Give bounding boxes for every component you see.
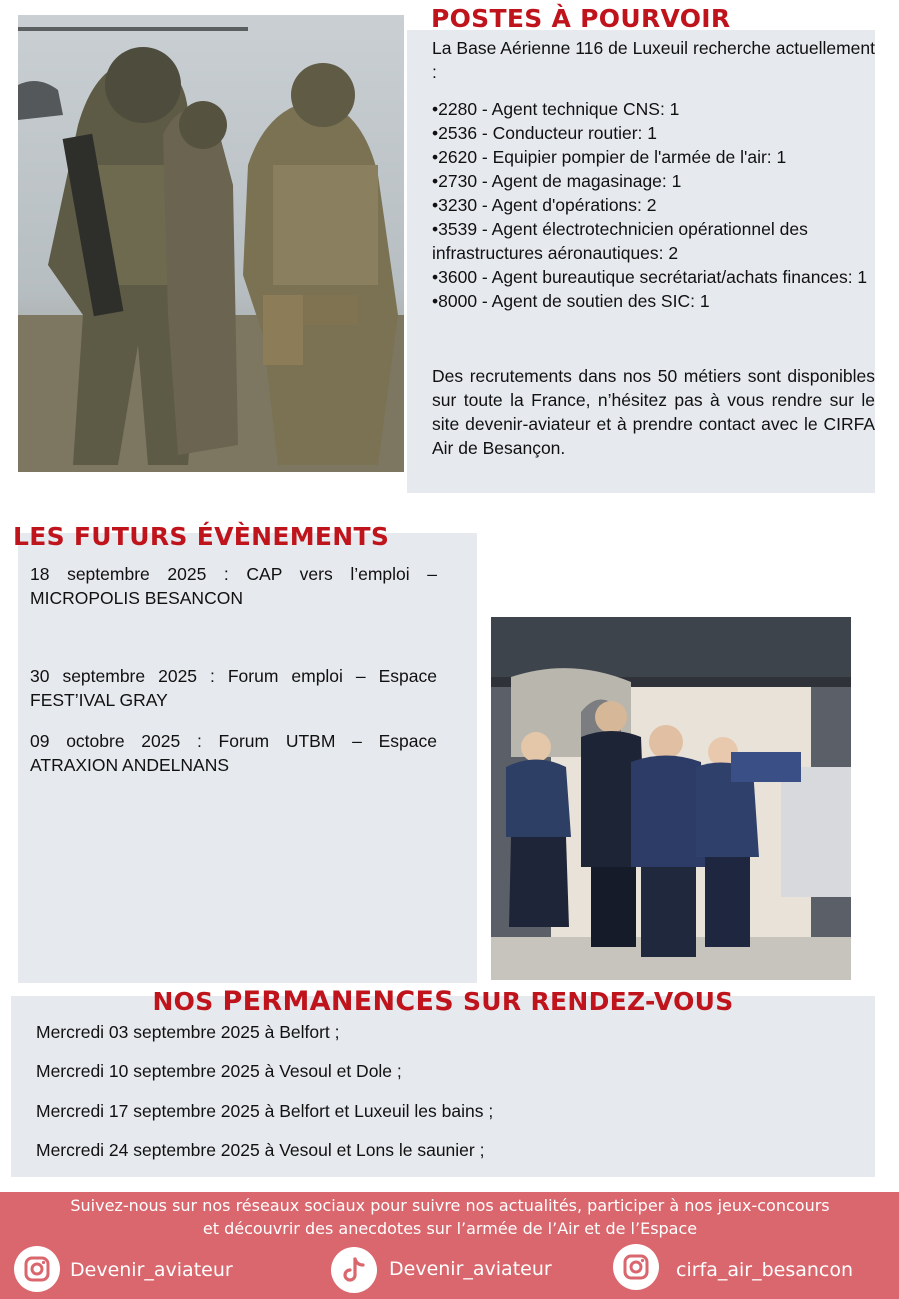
heading-part: SUR RENDEZ-VOUS [453, 987, 734, 1016]
social-handle[interactable]: cirfa_air_besancon [676, 1259, 854, 1281]
soldiers-photo [18, 15, 404, 472]
postes-heading: POSTES À POURVOIR [431, 4, 731, 33]
poste-item: •2536 - Conducteur routier: 1 [432, 123, 658, 143]
instagram-icon[interactable] [14, 1246, 60, 1292]
instagram-icon[interactable] [613, 1244, 659, 1290]
postes-intro: La Base Aérienne 116 de Luxeuil recherche actuellement : [432, 38, 875, 82]
poste-item: •3600 - Agent bureautique secrétariat/achats finances: 1 [432, 267, 868, 287]
event-item: 09 octobre 2025 : Forum UTBM – Espace ATRAXION ANDELNANS [30, 731, 437, 775]
social-handle[interactable]: Devenir_aviateur [70, 1259, 233, 1281]
poste-item: •2730 - Agent de magasinage: 1 [432, 171, 682, 191]
poste-item: •2280 - Agent technique CNS: 1 [432, 99, 680, 119]
event-item: 30 septembre 2025 : Forum emploi – Espace FEST’IVAL GRAY [30, 666, 437, 710]
permanence-item: Mercredi 03 septembre 2025 à Belfort ; [36, 1022, 340, 1042]
social-handle[interactable]: Devenir_aviateur [389, 1258, 552, 1280]
tiktok-icon[interactable] [331, 1247, 377, 1293]
postes-outro: Des recrutements dans nos 50 métiers sont disponibles sur toute la France, n’hésitez pas à vous rendre sur le site devenir-aviateur et à prendre contact avec le CIRFA Air de Besançon. [432, 366, 875, 458]
poste-item: •3230 - Agent d'opérations: 2 [432, 195, 657, 215]
footer-text-line: Suivez-nous sur nos réseaux sociaux pour suivre nos actualités, participer à nos jeux-concours [70, 1196, 830, 1215]
permanence-item: Mercredi 24 septembre 2025 à Vesoul et Lons le saunier ; [36, 1140, 485, 1160]
poste-item: •2620 - Equipier pompier de l'armée de l'air: 1 [432, 147, 787, 167]
team-stand-photo [491, 617, 851, 980]
permanence-item: Mercredi 10 septembre 2025 à Vesoul et Dole ; [36, 1061, 402, 1081]
poste-item: •8000 - Agent de soutien des SIC: 1 [432, 291, 710, 311]
heading-emphasis: PERMANENCES [222, 986, 454, 1017]
poste-item: •3539 - Agent électrotechnicien opérationnel des infrastructures aéronautiques: 2 [432, 219, 808, 263]
heading-part: NOS [152, 987, 223, 1016]
event-item: 18 septembre 2025 : CAP vers l’emploi – MICROPOLIS BESANCON [30, 564, 437, 608]
footer-text [20, 1194, 880, 1240]
events-heading: LES FUTURS ÉVÈNEMENTS [13, 522, 390, 551]
postes-list [432, 97, 875, 313]
permanences-heading [11, 986, 875, 1017]
footer-text-line: et découvrir des anecdotes sur l’armée de l’Air et de l’Espace [202, 1219, 698, 1238]
permanence-item: Mercredi 17 septembre 2025 à Belfort et Luxeuil les bains ; [36, 1101, 494, 1121]
